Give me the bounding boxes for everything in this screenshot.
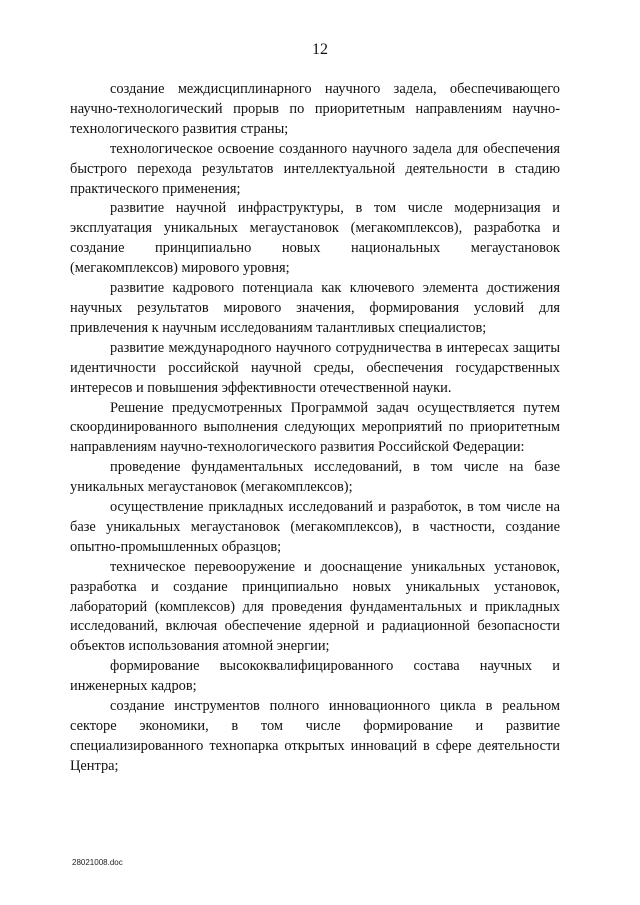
paragraph: технологическое освоение созданного научного задела для обеспечения быстрого перехода результатов интеллектуальной деятельности в стадию практического применения; [70,140,560,197]
footer-filename: 28021008.doc [72,858,123,867]
paragraph: развитие кадрового потенциала как ключевого элемента достижения научных результатов мирового значения, формирования условий для привлечения к научным исследованиям талантливых специалистов; [70,280,560,336]
paragraph: формирование высококвалифицированного состава научных и инженерных кадров; [70,658,560,695]
paragraph: развитие международного научного сотрудничества в интересах защиты идентичности российской научной среды, обеспечения государственных интересов и повышения эффективности отечественной науки. [70,339,560,396]
paragraph: развитие научной инфраструктуры, в том числе модернизация и эксплуатация уникальных мегаустановок (мегакомплексов), разработка и создание принципиально новых национальных мегаустановок (мегакомплексов) мирового уровня; [70,200,560,277]
paragraph: осуществление прикладных исследований и разработок, в том числе на базе уникальных мегаустановок (мегакомплексов), в частности, создание опытно-промышленных образцов; [70,499,560,555]
document-body [70,80,560,777]
paragraph: создание междисциплинарного научного задела, обеспечивающего научно-технологический прорыв по приоритетным направлениям научно-технологического развития страны; [70,81,560,137]
paragraph: проведение фундаментальных исследований, в том числе на базе уникальных мегаустановок (мегакомплексов); [70,459,560,496]
paragraph: техническое перевооружение и дооснащение уникальных установок, разработка и создание принципиально новых уникальных установок, лабораторий (комплексов) для проведения фундаментальных и прикладных исследований, включая обеспечение ядерной и радиационной безопасности объектов использования атомной энергии; [70,558,560,655]
paragraph: Решение предусмотренных Программой задач осуществляется путем скоординированного выполнения следующих мероприятий по приоритетным направлениям научно-технологического развития Российской Федерации: [70,399,560,456]
paragraph: создание инструментов полного инновационного цикла в реальном секторе экономики, в том числе формирование и развитие специализированного технопарка открытых инноваций в сфере деятельности Центра; [70,698,560,774]
page-number: 12 [312,41,328,58]
